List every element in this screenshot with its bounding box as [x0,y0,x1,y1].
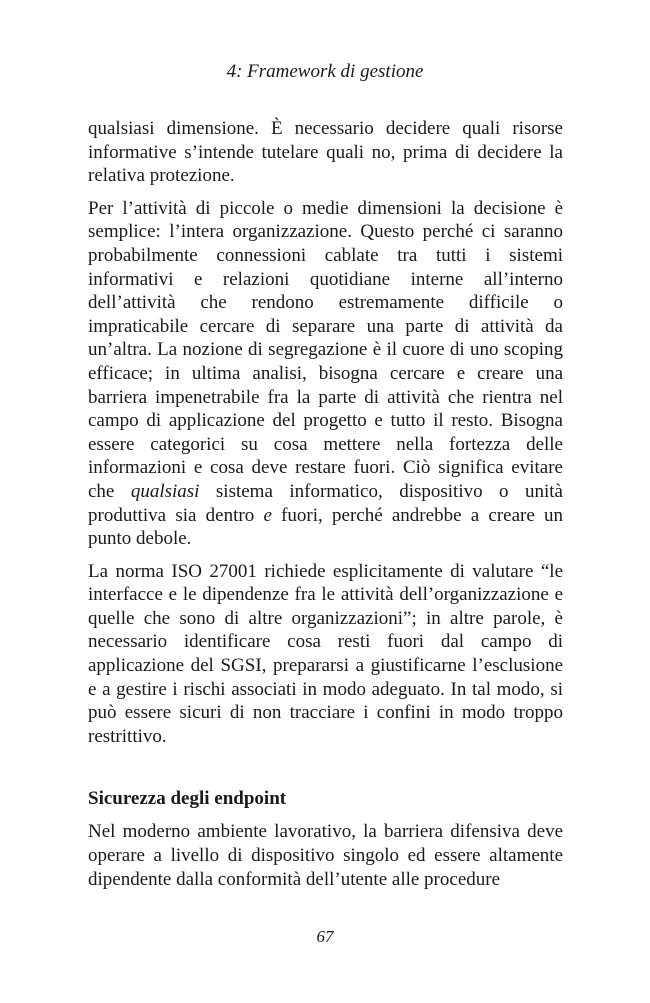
paragraph-endpoint: Nel moderno ambiente lavorativo, la barriera difensiva deve operare a livello di dispositivo singolo ed essere altamente dipendente dalla conformità dell’utente alle procedure [88,821,563,890]
emphasis-text: qualsiasi [130,480,200,502]
paragraph-text: sistema informatico, dispositivo o unità produttiva sia dentro [88,480,563,526]
paragraph-text: Per l’attività di piccole o medie dimensioni la decisione è semplice: l’intera organizzazione. Questo perché ci saranno probabilmente connessioni cablate tra tutti i sistemi informativi e relazioni quotidiane interne all’interno dell’attività che rendono estremamente difficile o impraticabile cercare di separare una parte di attività da un’altra. La nozione di segregazione è il cuore di uno scoping efficace; in ultima analisi, bisogna cercare e creare una barriera impenetrabile fra la parte di attività che rientra nel campo di applicazione del progetto e tutto il resto. Bisogna essere categorici su cosa mettere nella fortezza delle informazioni e cosa deve restare fuori. Ciò significa evitare che [88,197,563,502]
page-number: 67 [316,927,334,946]
paragraph-scoping [88,197,563,551]
running-head: 4: Framework di gestione [226,61,424,82]
paragraph-text: fuori, perché andrebbe a creare un punto debole. [88,504,564,550]
page-body [88,117,563,900]
paragraph-iso27001: La norma ISO 27001 richiede esplicitamente di valutare “le interfacce e le dipendenze fra le attività dell’organizzazione e quelle che sono di altre organizzazioni”; in altre parole, è necessario identificare cosa resti fuori dal campo di applicazione del SGSI, prepararsi a giustificarne l’esclusione e a gestire i rischi associati in modo adeguato. In tal modo, si può essere sicuri di non tracciare i confini in modo troppo restrittivo. [88,560,563,747]
paragraph-continuation: qualsiasi dimensione. È necessario decidere quali risorse informative s’intende tutelare quali no, prima di decidere la relativa protezione. [88,118,563,187]
emphasis-text: e [263,504,272,526]
section-heading: Sicurezza degli endpoint [88,788,287,810]
